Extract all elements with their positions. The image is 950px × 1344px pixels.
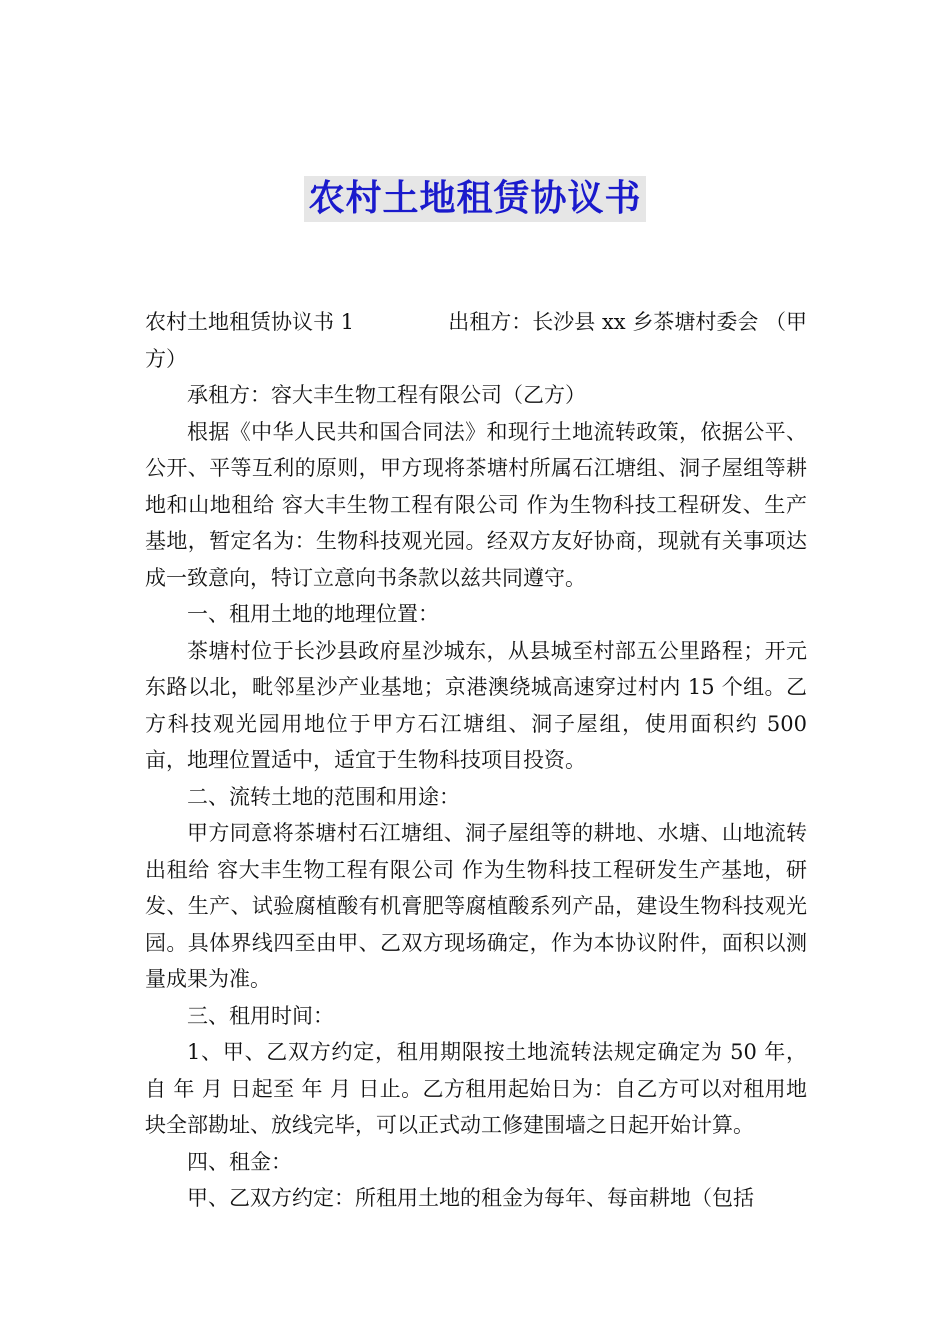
section-heading-scope: 二、流转土地的范围和用途： (187, 784, 460, 809)
title-container (0, 176, 950, 222)
paragraph-preamble: 根据《中华人民共和国合同法》和现行土地流转政策，依据公平、公开、平等互利的原则，甲方现将茶塘村所属石江塘组、洞子屋组等耕地和山地租给 容大丰生物工程有限公司 作为生物科技工程研发、生产基地，暂定名为：生物科技观光园。经双方友好协商，现就有关事项达成一致意向，特订立意向书条款以兹共同遵守。 (145, 419, 807, 590)
heading-text-b: 出租方：长沙县 xx 乡茶塘村委会 （甲 (448, 310, 807, 334)
document-title: 农村土地租赁协议书 (304, 176, 645, 222)
section-heading-term: 三、租用时间： (187, 1003, 334, 1028)
section-heading-location: 一、租用土地的地理位置： (187, 602, 439, 626)
paragraph-term: 1、甲、乙双方约定，租用期限按土地流转法规定确定为 50 年，自 年 月 日起至 年 月 日止。乙方租用起始日为：自乙方可以对租用地块全部勘址、放线完毕，可以正式动工修建围墙之日起开始计算。 (145, 1040, 807, 1137)
document-body (145, 304, 807, 1217)
heading-text-a: 农村土地租赁协议书 1 (145, 310, 355, 334)
paragraph-scope: 甲方同意将茶塘村石江塘组、洞子屋组等的耕地、水塘、山地流转出租给 容大丰生物工程有限公司 作为生物科技工程研发生产基地，研发、生产、试验腐植酸有机膏肥等腐植酸系列产品，建设生物科技观光园。具体界线四至由甲、乙双方现场确定，作为本协议附件，面积以测量成果为准。 (145, 821, 807, 991)
heading-line (145, 304, 807, 341)
paragraph-rent: 甲、乙双方约定：所租用土地的租金为每年、每亩耕地（包括 (187, 1186, 754, 1210)
heading-continuation: 方） (145, 346, 187, 371)
paragraph-lessee: 承租方：容大丰生物工程有限公司（乙方） (187, 383, 586, 407)
section-heading-rent: 四、租金： (187, 1149, 292, 1174)
paragraph-location: 茶塘村位于长沙县政府星沙城东，从县城至村部五公里路程；开元东路以北，毗邻星沙产业基地；京港澳绕城高速穿过村内 15 个组。乙方科技观光园用地位于甲方石江塘组、洞子屋组，使用面积约 500 亩，地理位置适中，适宜于生物科技项目投资。 (145, 638, 807, 772)
